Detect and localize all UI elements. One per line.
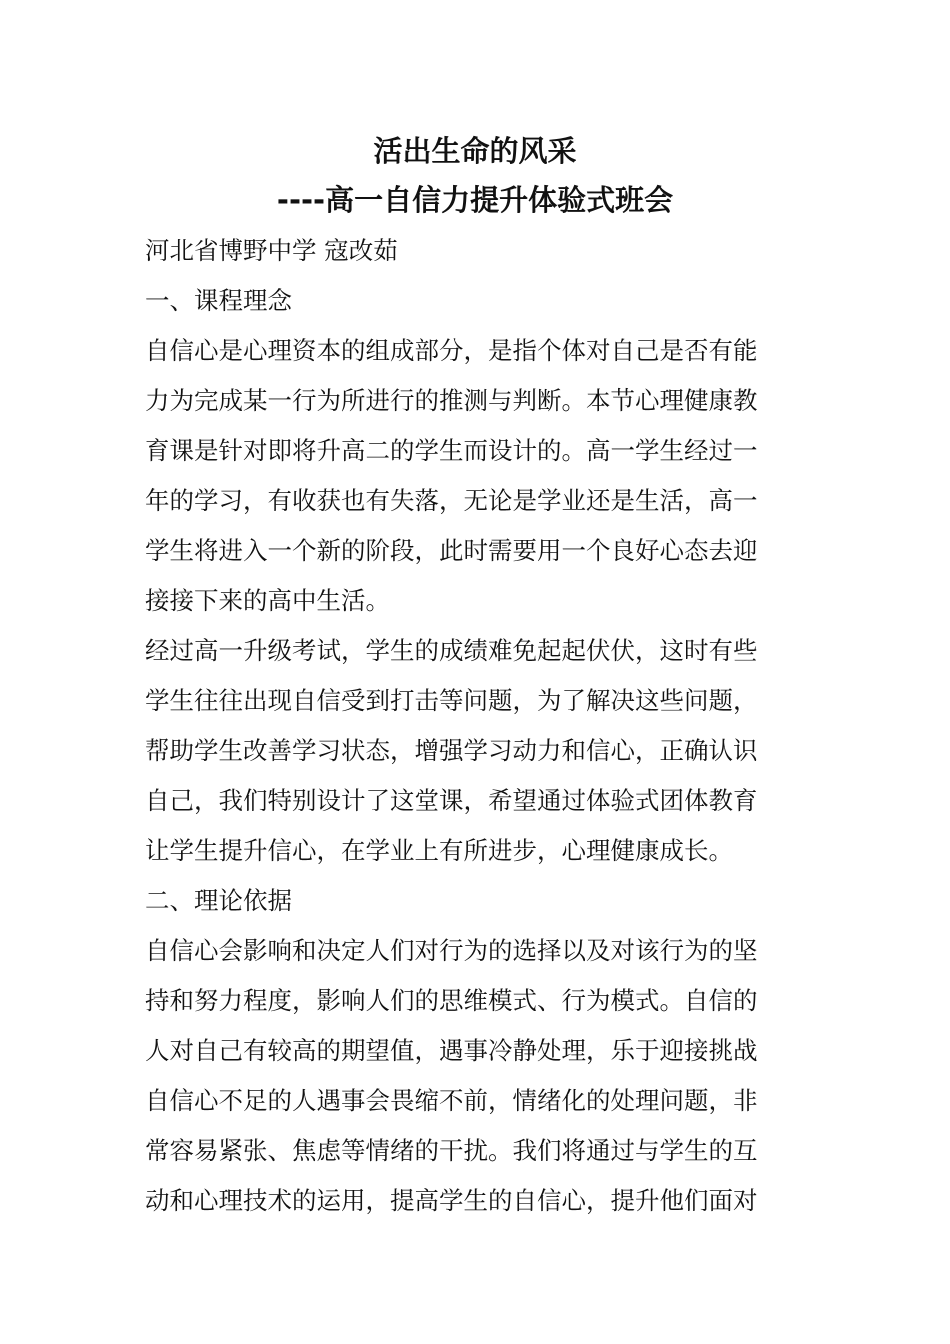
- author-line: 河北省博野中学 寇改茹: [145, 236, 398, 265]
- paragraph-line: 人对自己有较高的期望值，遇事冷静处理，乐于迎接挑战: [145, 1036, 758, 1065]
- paragraph-line: 自信心是心理资本的组成部分，是指个体对自己是否有能: [145, 336, 758, 365]
- paragraph-line: 育课是针对即将升高二的学生而设计的。高一学生经过一: [145, 436, 758, 465]
- paragraph-line: 学生往往出现自信受到打击等问题，为了解决这些问题，: [145, 686, 758, 715]
- section-heading-2: 二、理论依据: [145, 886, 292, 915]
- paragraph-line: 动和心理技术的运用，提高学生的自信心，提升他们面对: [145, 1186, 758, 1215]
- paragraph-line: 经过高一升级考试，学生的成绩难免起起伏伏，这时有些: [145, 636, 758, 665]
- paragraph-line: 力为完成某一行为所进行的推测与判断。本节心理健康教: [145, 386, 758, 415]
- section-heading-1: 一、课程理念: [145, 286, 292, 315]
- document-body: [145, 226, 815, 1226]
- paragraph-line: 帮助学生改善学习状态，增强学习动力和信心，正确认识: [145, 736, 758, 765]
- paragraph-line: 自信心不足的人遇事会畏缩不前，情绪化的处理问题，非: [145, 1086, 758, 1115]
- paragraph-line: 接接下来的高中生活。: [145, 586, 390, 615]
- paragraph-line: 自己，我们特别设计了这堂课，希望通过体验式团体教育: [145, 786, 758, 815]
- paragraph-line: 学生将进入一个新的阶段，此时需要用一个良好心态去迎: [145, 536, 758, 565]
- paragraph-line: 持和努力程度，影响人们的思维模式、行为模式。自信的: [145, 986, 758, 1015]
- document-subtitle: ----高一自信力提升体验式班会: [276, 183, 674, 217]
- paragraph-line: 常容易紧张、焦虑等情绪的干扰。我们将通过与学生的互: [145, 1136, 758, 1165]
- paragraph-line: 让学生提升信心，在学业上有所进步，心理健康成长。: [145, 836, 733, 865]
- document-title: 活出生命的风采: [373, 134, 577, 168]
- paragraph-line: 自信心会影响和决定人们对行为的选择以及对该行为的坚: [145, 936, 758, 965]
- paragraph-line: 年的学习，有收获也有失落，无论是学业还是生活，高一: [145, 486, 758, 515]
